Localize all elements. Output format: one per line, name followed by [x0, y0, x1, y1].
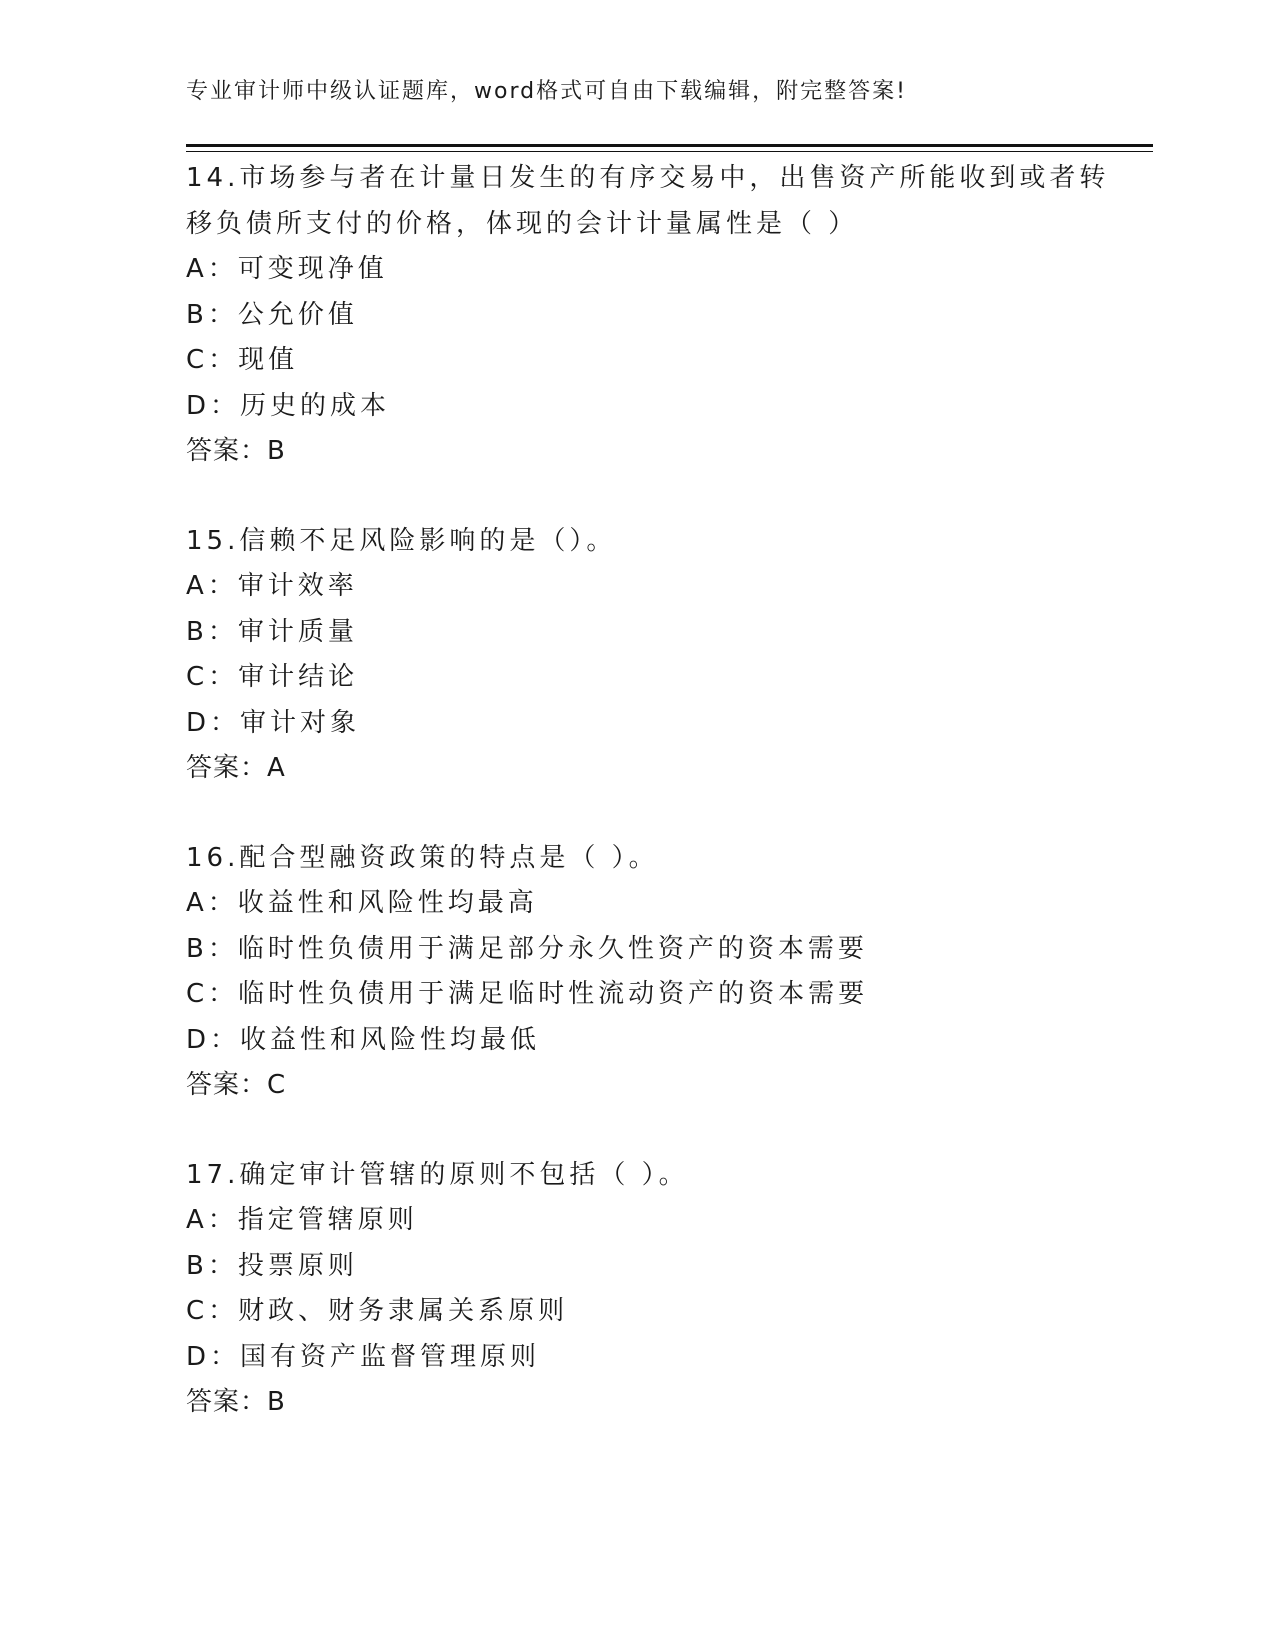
question-17	[186, 1153, 1146, 1426]
question-stem-line: 移负债所支付的价格，体现的会计计量属性是（ ）	[186, 208, 859, 239]
question-15	[186, 519, 1146, 792]
answer-line: 答案：A	[186, 753, 286, 783]
option-a: A：可变现净值	[186, 254, 388, 284]
question-stem-line: 17.确定审计管辖的原则不包括（ ）。	[186, 1159, 689, 1190]
option-c: C：现值	[186, 345, 299, 375]
option-a: A：收益性和风险性均最高	[186, 888, 538, 918]
option-c: C：审计结论	[186, 662, 359, 692]
question-14	[186, 156, 1146, 475]
question-stem-line: 15.信赖不足风险影响的是（）。	[186, 525, 617, 556]
option-a: A：指定管辖原则	[186, 1205, 418, 1235]
question-stem-line: 14.市场参与者在计量日发生的有序交易中，出售资产所能收到或者转	[186, 163, 1110, 193]
option-d: D：收益性和风险性均最低	[186, 1024, 541, 1055]
question-list	[186, 156, 1146, 1470]
header-rule-thin	[186, 151, 1153, 152]
option-a: A：审计效率	[186, 571, 358, 601]
header-note: 专业审计师中级认证题库，word格式可自由下载编辑，附完整答案!	[186, 79, 907, 104]
answer-line: 答案：C	[186, 1070, 287, 1100]
question-stem-line: 16.配合型融资政策的特点是（ ）。	[186, 842, 659, 873]
option-d: D：国有资产监督管理原则	[186, 1341, 541, 1372]
option-b: B：公允价值	[186, 299, 358, 330]
header-rule-thick	[186, 144, 1153, 147]
option-b: B：审计质量	[186, 616, 358, 647]
question-16	[186, 836, 1146, 1109]
answer-line: 答案：B	[186, 436, 286, 466]
answer-line: 答案：B	[186, 1387, 286, 1417]
option-c: C：财政、财务隶属关系原则	[186, 1296, 569, 1326]
option-b: B：临时性负债用于满足部分永久性资产的资本需要	[186, 933, 868, 964]
option-d: D：历史的成本	[186, 390, 391, 421]
option-b: B：投票原则	[186, 1250, 358, 1281]
option-d: D：审计对象	[186, 707, 361, 738]
option-c: C：临时性负债用于满足临时性流动资产的资本需要	[186, 979, 869, 1009]
